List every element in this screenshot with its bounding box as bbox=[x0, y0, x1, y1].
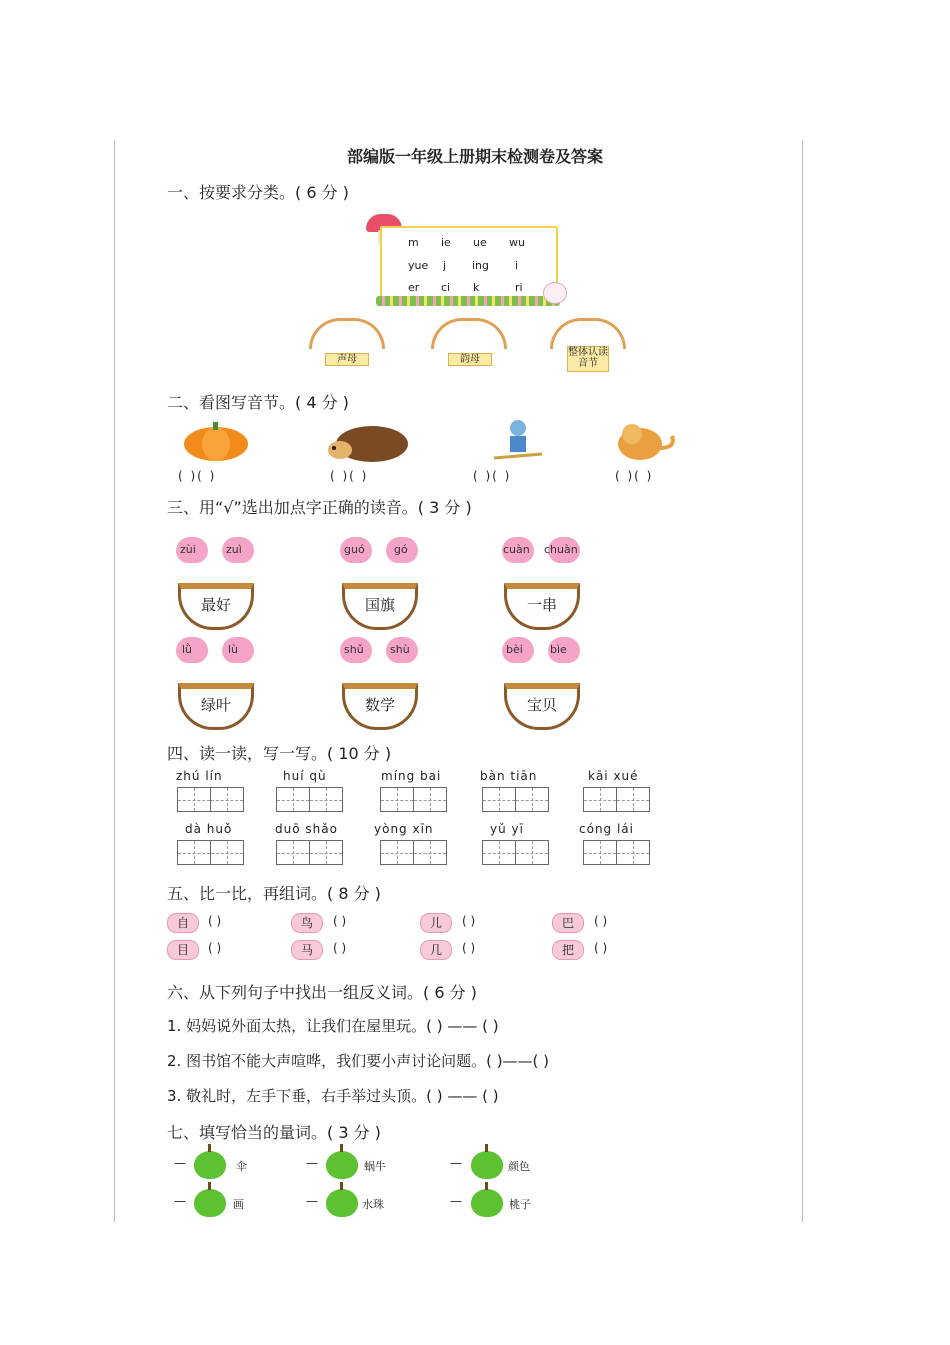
word: 绿叶 bbox=[200, 696, 231, 714]
writing-grid[interactable] bbox=[482, 787, 516, 812]
writing-grid[interactable] bbox=[616, 840, 650, 865]
board-item: ue bbox=[473, 236, 487, 249]
answer-blank[interactable]: ( ) bbox=[208, 914, 222, 928]
monkey-icon bbox=[612, 418, 682, 462]
blank-dash[interactable]: — bbox=[306, 1156, 318, 1170]
pinyin-prompt: yǔ yī bbox=[490, 822, 524, 836]
writing-grid[interactable] bbox=[583, 840, 617, 865]
basket-label-zhengti: 整体认读音节 bbox=[567, 346, 609, 372]
pinyin-prompt: zhú lín bbox=[176, 769, 223, 783]
writing-grid[interactable] bbox=[309, 840, 343, 865]
answer-blank[interactable]: ( ) bbox=[333, 941, 347, 955]
writing-grid[interactable] bbox=[616, 787, 650, 812]
writing-grid[interactable] bbox=[583, 787, 617, 812]
answer-blank[interactable]: ( ) bbox=[333, 914, 347, 928]
section-7-heading: 七、填写恰当的量词。( 3 分 ) bbox=[167, 1123, 381, 1142]
blank-dash[interactable]: — bbox=[306, 1194, 318, 1208]
apple-icon bbox=[471, 1151, 503, 1179]
noun: 蜗牛 bbox=[364, 1160, 386, 1173]
writing-grid[interactable] bbox=[177, 787, 211, 812]
basket-label-yunmu: 韵母 bbox=[448, 353, 492, 366]
writing-grid[interactable] bbox=[210, 840, 244, 865]
grass-decoration bbox=[376, 296, 560, 306]
pinyin-option[interactable]: lǜ bbox=[182, 643, 193, 656]
pinyin-prompt: kāi xué bbox=[588, 769, 639, 783]
pinyin-option[interactable]: gó bbox=[394, 543, 408, 556]
basket-handle-icon bbox=[309, 318, 385, 349]
basket-handle-icon bbox=[431, 318, 507, 349]
word: 一串 bbox=[526, 596, 557, 614]
answer-blank[interactable]: ( )( ) bbox=[330, 469, 369, 483]
pinyin-option[interactable]: cuàn bbox=[503, 543, 530, 556]
answer-blank[interactable]: ( ) bbox=[462, 941, 476, 955]
sentence-2: 2. 图书馆不能大声喧哗，我们要小声讨论问题。( )——( ) bbox=[167, 1052, 550, 1070]
rabbit-icon bbox=[543, 282, 567, 304]
section-2-heading: 二、看图写音节。( 4 分 ) bbox=[167, 393, 349, 412]
pinyin-option[interactable]: zùi bbox=[180, 543, 196, 556]
board-item: ing bbox=[472, 259, 490, 272]
writing-grid[interactable] bbox=[482, 840, 516, 865]
pinyin-prompt: yòng xīn bbox=[374, 822, 434, 836]
writing-grid[interactable] bbox=[380, 787, 414, 812]
section-4-heading: 四、读一读，写一写。( 10 分 ) bbox=[167, 744, 392, 763]
board-item: k bbox=[473, 281, 480, 294]
pinyin-option[interactable]: guó bbox=[344, 543, 365, 556]
writing-grid[interactable] bbox=[177, 840, 211, 865]
board-item: i bbox=[515, 259, 519, 272]
noun: 水珠 bbox=[362, 1198, 384, 1211]
pinyin-option[interactable]: chuàn bbox=[544, 543, 578, 556]
page-left-border bbox=[114, 140, 115, 1222]
noun: 桃子 bbox=[509, 1198, 531, 1211]
noun: 画 bbox=[233, 1198, 244, 1211]
pinyin-option[interactable]: bèi bbox=[506, 643, 523, 656]
pinyin-option[interactable]: shǔ bbox=[344, 643, 364, 656]
board-item: er bbox=[408, 281, 420, 294]
answer-blank[interactable]: ( )( ) bbox=[615, 469, 654, 483]
sentence-3: 3. 敬礼时，左手下垂，右手举过头顶。( ) —— ( ) bbox=[167, 1087, 499, 1105]
answer-blank[interactable]: ( ) bbox=[594, 914, 608, 928]
char-badge: 几 bbox=[420, 940, 452, 960]
char-badge: 马 bbox=[291, 940, 323, 960]
section-3-heading: 三、用“√”选出加点字正确的读音。( 3 分 ) bbox=[167, 498, 472, 517]
board-item: m bbox=[408, 236, 419, 249]
board-item: wu bbox=[509, 236, 525, 249]
board-item: ci bbox=[441, 281, 451, 294]
word: 国旗 bbox=[364, 596, 395, 614]
answer-blank[interactable]: ( ) bbox=[208, 941, 222, 955]
apple-icon bbox=[326, 1151, 358, 1179]
writing-grid[interactable] bbox=[413, 787, 447, 812]
pinyin-option[interactable]: zuì bbox=[226, 543, 242, 556]
pinyin-prompt: duō shǎo bbox=[275, 822, 338, 836]
page-right-border bbox=[802, 140, 803, 1222]
pinyin-prompt: dà huǒ bbox=[185, 822, 233, 836]
pinyin-option[interactable]: bìe bbox=[550, 643, 567, 656]
writing-grid[interactable] bbox=[276, 840, 310, 865]
basket-label-shengmu: 声母 bbox=[325, 353, 369, 366]
pinyin-prompt: cóng lái bbox=[579, 822, 634, 836]
board-item: ri bbox=[515, 281, 523, 294]
pinyin-prompt: huí qù bbox=[283, 769, 327, 783]
word: 宝贝 bbox=[526, 696, 557, 714]
char-badge: 巴 bbox=[552, 913, 584, 933]
char-badge: 儿 bbox=[420, 913, 452, 933]
blank-dash[interactable]: — bbox=[450, 1194, 462, 1208]
answer-blank[interactable]: ( ) bbox=[594, 941, 608, 955]
apple-icon bbox=[194, 1151, 226, 1179]
section-6-heading: 六、从下列句子中找出一组反义词。( 6 分 ) bbox=[167, 983, 477, 1002]
char-badge: 自 bbox=[167, 913, 199, 933]
apple-icon bbox=[471, 1189, 503, 1217]
section-1-heading: 一、按要求分类。( 6 分 ) bbox=[167, 183, 349, 202]
apple-icon bbox=[194, 1189, 226, 1217]
word: 最好 bbox=[200, 596, 231, 614]
board-item: j bbox=[443, 259, 447, 272]
hedgehog-icon bbox=[326, 422, 410, 464]
writing-grid[interactable] bbox=[210, 787, 244, 812]
skier-icon bbox=[492, 418, 544, 464]
page-title: 部编版一年级上册期末检测卷及答案 bbox=[346, 147, 603, 166]
blank-dash[interactable]: — bbox=[174, 1194, 186, 1208]
char-badge: 鸟 bbox=[291, 913, 323, 933]
writing-grid[interactable] bbox=[515, 840, 549, 865]
section-5-heading: 五、比一比，再组词。( 8 分 ) bbox=[167, 884, 381, 903]
writing-grid[interactable] bbox=[380, 840, 414, 865]
word: 数学 bbox=[364, 696, 395, 714]
answer-blank[interactable]: ( ) bbox=[462, 914, 476, 928]
answer-blank[interactable]: ( )( ) bbox=[473, 469, 512, 483]
pinyin-prompt: míng bai bbox=[381, 769, 442, 783]
char-badge: 目 bbox=[167, 940, 199, 960]
board-item: yue bbox=[408, 259, 429, 272]
noun: 颜色 bbox=[508, 1160, 530, 1173]
basket-handle-icon bbox=[550, 318, 626, 349]
blank-dash[interactable]: — bbox=[450, 1156, 462, 1170]
board-item: ie bbox=[441, 236, 451, 249]
writing-grid[interactable] bbox=[413, 840, 447, 865]
writing-grid[interactable] bbox=[309, 787, 343, 812]
noun: 伞 bbox=[236, 1160, 247, 1173]
blank-dash[interactable]: — bbox=[174, 1156, 186, 1170]
apple-icon bbox=[326, 1189, 358, 1217]
pumpkin-icon bbox=[182, 420, 250, 462]
pinyin-prompt: bàn tiān bbox=[480, 769, 538, 783]
pinyin-option[interactable]: lù bbox=[228, 643, 239, 656]
writing-grid[interactable] bbox=[276, 787, 310, 812]
writing-grid[interactable] bbox=[515, 787, 549, 812]
pinyin-board bbox=[380, 226, 558, 306]
char-badge: 把 bbox=[552, 940, 584, 960]
pinyin-option[interactable]: shù bbox=[390, 643, 410, 656]
answer-blank[interactable]: ( )( ) bbox=[178, 469, 217, 483]
sentence-1: 1. 妈妈说外面太热，让我们在屋里玩。( ) —— ( ) bbox=[167, 1017, 499, 1035]
